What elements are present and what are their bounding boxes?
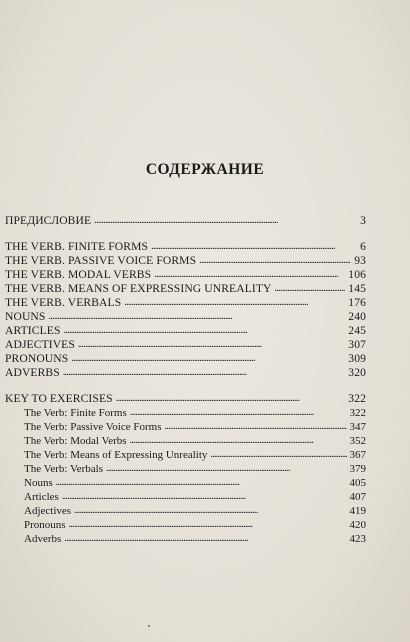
toc-entry-label: THE VERB. FINITE FORMS xyxy=(5,240,149,253)
toc-page-number: 240 xyxy=(348,310,366,323)
toc-entry xyxy=(5,282,366,296)
toc-entry-label: ПРЕДИСЛОВИЕ xyxy=(5,214,92,227)
toc-subentry xyxy=(24,518,366,532)
toc-leader-dots xyxy=(71,351,345,366)
toc-entry-preface xyxy=(5,214,366,228)
toc-subentry xyxy=(24,420,366,434)
toc-entry-key xyxy=(5,392,366,406)
toc-entry xyxy=(5,366,366,380)
toc-page-number: 423 xyxy=(349,533,366,545)
toc-leader-dots xyxy=(56,475,347,490)
toc-page-number: 379 xyxy=(349,463,366,475)
toc-page-number: 6 xyxy=(360,240,366,253)
toc-page-number: 309 xyxy=(348,352,366,365)
toc-leader-dots xyxy=(165,419,347,434)
toc-subentry xyxy=(24,434,366,448)
toc-subentry xyxy=(24,476,366,490)
toc-page-number: 307 xyxy=(348,338,366,351)
toc-page-number: 352 xyxy=(349,435,366,447)
toc-leader-dots xyxy=(275,281,346,296)
toc-leader-dots xyxy=(48,309,345,324)
toc-subentry xyxy=(24,462,366,476)
toc-page-number: 420 xyxy=(349,519,366,531)
toc-entry-label: ARTICLES xyxy=(5,324,61,337)
page-title: СОДЕРЖАНИЕ xyxy=(145,161,265,178)
toc-leader-dots xyxy=(116,391,346,406)
toc-page-number: 407 xyxy=(349,491,366,503)
toc-entry xyxy=(5,254,366,268)
toc-subentry xyxy=(24,490,366,504)
toc-leader-dots xyxy=(151,239,357,254)
toc-page-number: 347 xyxy=(349,421,366,433)
toc-leader-dots xyxy=(74,503,346,518)
toc-page-number: 245 xyxy=(348,324,366,337)
toc-entry xyxy=(5,268,366,282)
toc-entry-label: THE VERB. VERBALS xyxy=(5,296,122,309)
toc-leader-dots xyxy=(94,213,357,228)
paper-speck xyxy=(148,625,150,627)
toc-entry xyxy=(5,352,366,366)
toc-subentry xyxy=(24,406,366,420)
toc-leader-dots xyxy=(63,365,345,380)
toc-page-number: 419 xyxy=(349,505,366,517)
toc-page-number: 405 xyxy=(349,477,366,489)
toc-page-number: 93 xyxy=(354,254,366,267)
toc-page-number: 367 xyxy=(349,449,366,461)
toc-entry-label: The Verb: Passive Voice Forms xyxy=(24,421,162,433)
toc-entry-label: NOUNS xyxy=(5,310,46,323)
toc-entry-label: ADJECTIVES xyxy=(5,338,75,351)
toc-entry-label: THE VERB. MODAL VERBS xyxy=(5,268,152,281)
toc-leader-dots xyxy=(78,337,345,352)
toc-entry-label: Adverbs xyxy=(24,533,62,545)
toc-page-number: 320 xyxy=(348,366,366,379)
toc-leader-dots xyxy=(210,447,346,462)
toc-entry-label: ADVERBS xyxy=(5,366,60,379)
toc-subentry xyxy=(24,532,366,546)
toc-entry xyxy=(5,240,366,254)
toc-subentry xyxy=(24,504,366,518)
toc-entry xyxy=(5,310,366,324)
toc-leader-dots xyxy=(106,461,346,476)
toc-entry-label: The Verb: Means of Expressing Unreality xyxy=(24,449,208,461)
toc-entry-label: Articles xyxy=(24,491,59,503)
toc-entry-label: The Verb: Finite Forms xyxy=(24,407,127,419)
toc-leader-dots xyxy=(69,517,347,532)
toc-entry-label: THE VERB. MEANS OF EXPRESSING UNREALITY xyxy=(5,282,272,295)
toc-page-number: 106 xyxy=(348,268,366,281)
toc-page-number: 322 xyxy=(349,407,366,419)
toc-entry-label: Adjectives xyxy=(24,505,72,517)
toc-page-number: 145 xyxy=(348,282,366,295)
toc-leader-dots xyxy=(124,295,345,310)
toc-leader-dots xyxy=(154,267,345,282)
toc-leader-dots xyxy=(199,253,351,268)
toc-entry xyxy=(5,338,366,352)
toc-entry-label: PRONOUNS xyxy=(5,352,69,365)
toc-entry-label: Nouns xyxy=(24,477,53,489)
toc-page-number: 322 xyxy=(348,392,366,405)
toc-entry xyxy=(5,324,366,338)
toc-entry-label: The Verb: Modal Verbs xyxy=(24,435,127,447)
toc-leader-dots xyxy=(64,323,346,338)
toc-leader-dots xyxy=(62,489,347,504)
toc-leader-dots xyxy=(130,405,347,420)
toc-subentry xyxy=(24,448,366,462)
toc-entry-label: KEY TO EXERCISES xyxy=(5,392,113,405)
toc-entry-label: THE VERB. PASSIVE VOICE FORMS xyxy=(5,254,197,267)
toc-entry xyxy=(5,296,366,310)
toc-page-number: 176 xyxy=(348,296,366,309)
toc-leader-dots xyxy=(64,531,346,546)
toc-leader-dots xyxy=(130,433,347,448)
toc-entry-label: Pronouns xyxy=(24,519,66,531)
toc-page-number: 3 xyxy=(360,214,366,227)
toc-entry-label: The Verb: Verbals xyxy=(24,463,104,475)
